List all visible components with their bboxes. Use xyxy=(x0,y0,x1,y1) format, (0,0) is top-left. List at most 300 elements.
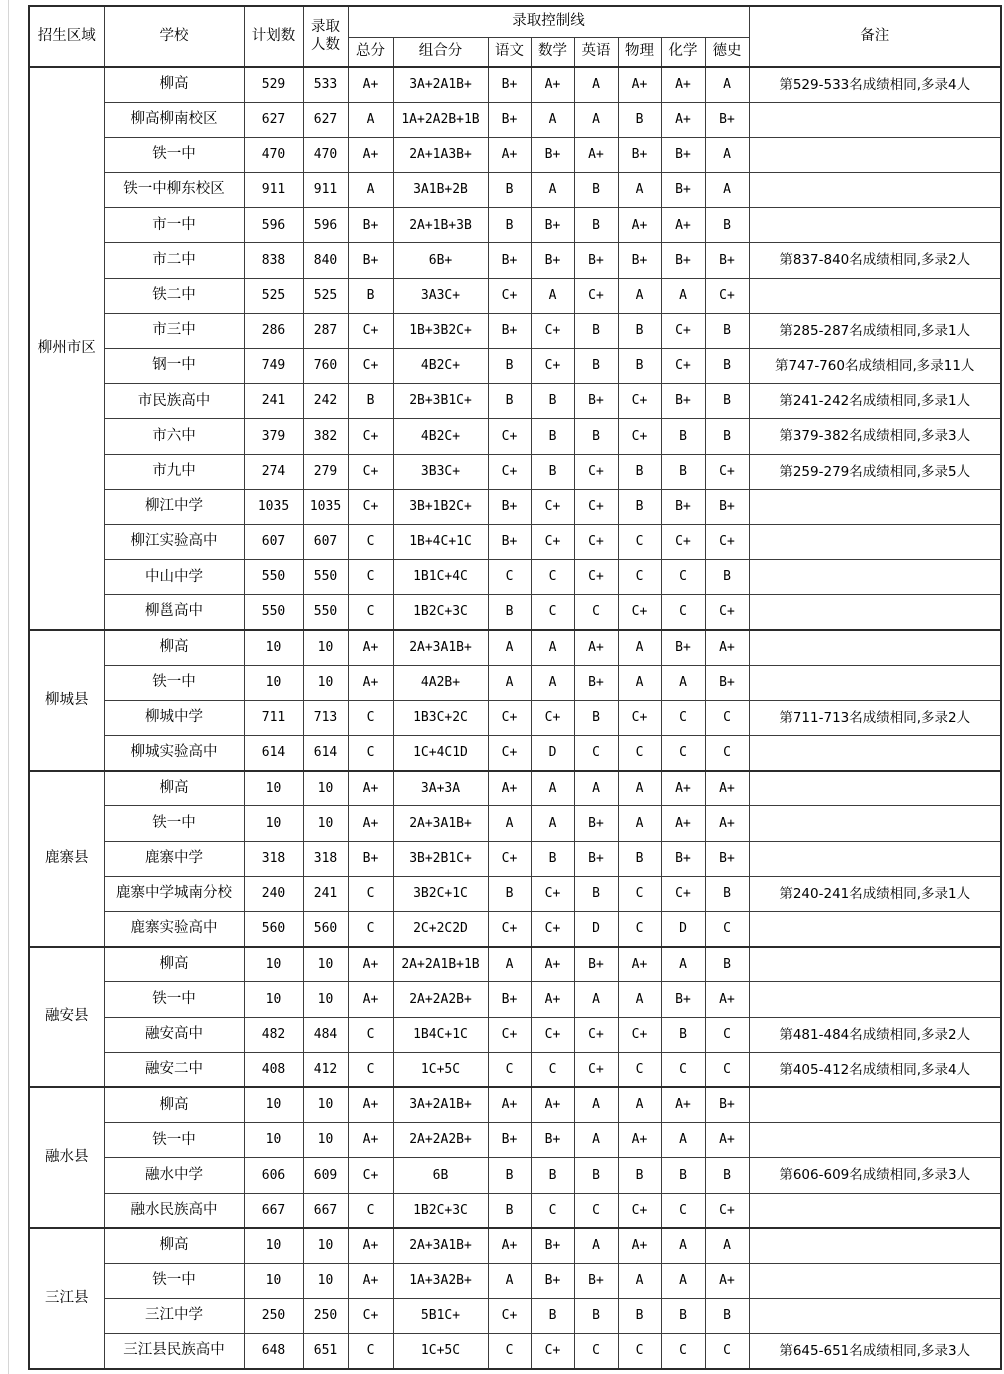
table-row xyxy=(29,700,1001,735)
chinese-grade-cell: B xyxy=(488,1193,531,1228)
total-grade-cell: C xyxy=(348,1017,393,1052)
remark-cell xyxy=(749,208,1001,243)
combo-grade-cell: 3A3C+ xyxy=(393,278,488,313)
header-plan: 计划数 xyxy=(244,6,303,67)
total-grade-cell: C xyxy=(348,595,393,630)
plan-count-cell: 10 xyxy=(244,1263,303,1298)
moral-history-grade-cell: A xyxy=(705,67,749,102)
chinese-grade-cell: B+ xyxy=(488,313,531,348)
admissions-table xyxy=(28,5,1002,1370)
physics-grade-cell: C xyxy=(618,912,661,947)
chemistry-grade-cell: B xyxy=(661,1299,705,1334)
remark-cell xyxy=(749,1193,1001,1228)
math-grade-cell: C+ xyxy=(531,912,574,947)
chemistry-grade-cell: C xyxy=(661,1193,705,1228)
physics-grade-cell: C xyxy=(618,1052,661,1087)
remark-cell xyxy=(749,489,1001,524)
math-grade-cell: C+ xyxy=(531,524,574,559)
total-grade-cell: C xyxy=(348,736,393,771)
moral-history-grade-cell: B+ xyxy=(705,243,749,278)
plan-count-cell: 10 xyxy=(244,1228,303,1263)
english-grade-cell: A xyxy=(574,1123,618,1158)
english-grade-cell: C+ xyxy=(574,1017,618,1052)
combo-grade-cell: 3A+3A xyxy=(393,771,488,806)
admitted-count-cell: 550 xyxy=(303,560,348,595)
combo-grade-cell: 1B+4C+1C xyxy=(393,524,488,559)
school-cell: 三江县民族高中 xyxy=(104,1334,244,1369)
plan-count-cell: 240 xyxy=(244,876,303,911)
combo-grade-cell: 3B+2B1C+ xyxy=(393,841,488,876)
admitted-count-cell: 607 xyxy=(303,524,348,559)
total-grade-cell: C xyxy=(348,524,393,559)
header-school: 学校 xyxy=(104,6,244,67)
combo-grade-cell: 1A+2A2B+1B xyxy=(393,102,488,137)
chinese-grade-cell: B xyxy=(488,349,531,384)
chemistry-grade-cell: B+ xyxy=(661,982,705,1017)
combo-grade-cell: 2A+3A1B+ xyxy=(393,630,488,665)
moral-history-grade-cell: A+ xyxy=(705,771,749,806)
moral-history-grade-cell: C+ xyxy=(705,454,749,489)
school-cell: 柳江实验高中 xyxy=(104,524,244,559)
remark-cell xyxy=(749,806,1001,841)
physics-grade-cell: A xyxy=(618,982,661,1017)
school-cell: 铁一中 xyxy=(104,982,244,1017)
physics-grade-cell: B xyxy=(618,349,661,384)
page-edge-divider xyxy=(8,0,9,1374)
english-grade-cell: B xyxy=(574,876,618,911)
combo-grade-cell: 4B2C+ xyxy=(393,419,488,454)
moral-history-grade-cell: B xyxy=(705,1158,749,1193)
remark-cell: 第240-241名成绩相同,多录1人 xyxy=(749,876,1001,911)
total-grade-cell: B+ xyxy=(348,841,393,876)
moral-history-grade-cell: A xyxy=(705,173,749,208)
combo-grade-cell: 2C+2C2D xyxy=(393,912,488,947)
math-grade-cell: C xyxy=(531,1193,574,1228)
school-cell: 铁一中柳东校区 xyxy=(104,173,244,208)
table-row xyxy=(29,1263,1001,1298)
school-cell: 钢一中 xyxy=(104,349,244,384)
total-grade-cell: A+ xyxy=(348,1087,393,1122)
school-cell: 市二中 xyxy=(104,243,244,278)
math-grade-cell: B xyxy=(531,1299,574,1334)
table-row xyxy=(29,841,1001,876)
total-grade-cell: C+ xyxy=(348,1158,393,1193)
moral-history-grade-cell: B+ xyxy=(705,102,749,137)
school-cell: 鹿寨中学 xyxy=(104,841,244,876)
remark-cell xyxy=(749,1263,1001,1298)
admitted-count-cell: 470 xyxy=(303,137,348,172)
math-grade-cell: A xyxy=(531,771,574,806)
total-grade-cell: C+ xyxy=(348,313,393,348)
chinese-grade-cell: C xyxy=(488,1334,531,1369)
moral-history-grade-cell: B+ xyxy=(705,489,749,524)
admitted-count-cell: 10 xyxy=(303,771,348,806)
math-grade-cell: C+ xyxy=(531,876,574,911)
school-cell: 铁一中 xyxy=(104,1263,244,1298)
header-subject-chinese: 语文 xyxy=(488,37,531,67)
chemistry-grade-cell: C xyxy=(661,1052,705,1087)
school-cell: 柳高柳南校区 xyxy=(104,102,244,137)
moral-history-grade-cell: B+ xyxy=(705,665,749,700)
table-row xyxy=(29,1158,1001,1193)
plan-count-cell: 648 xyxy=(244,1334,303,1369)
table-row xyxy=(29,1228,1001,1263)
total-grade-cell: C+ xyxy=(348,489,393,524)
math-grade-cell: B+ xyxy=(531,1228,574,1263)
header-control-line: 录取控制线 xyxy=(348,6,749,37)
remark-cell: 第405-412名成绩相同,多录4人 xyxy=(749,1052,1001,1087)
physics-grade-cell: B+ xyxy=(618,137,661,172)
combo-grade-cell: 6B+ xyxy=(393,243,488,278)
math-grade-cell: B+ xyxy=(531,137,574,172)
physics-grade-cell: A+ xyxy=(618,67,661,102)
moral-history-grade-cell: B xyxy=(705,947,749,982)
header-subject-combo: 组合分 xyxy=(393,37,488,67)
math-grade-cell: B xyxy=(531,1158,574,1193)
school-cell: 市九中 xyxy=(104,454,244,489)
combo-grade-cell: 1A+3A2B+ xyxy=(393,1263,488,1298)
math-grade-cell: C+ xyxy=(531,349,574,384)
chemistry-grade-cell: A+ xyxy=(661,771,705,806)
chemistry-grade-cell: B xyxy=(661,419,705,454)
english-grade-cell: C+ xyxy=(574,278,618,313)
admitted-count-cell: 614 xyxy=(303,736,348,771)
admitted-count-cell: 412 xyxy=(303,1052,348,1087)
plan-count-cell: 10 xyxy=(244,665,303,700)
admitted-count-cell: 382 xyxy=(303,419,348,454)
school-cell: 柳城中学 xyxy=(104,700,244,735)
combo-grade-cell: 1C+5C xyxy=(393,1334,488,1369)
english-grade-cell: A xyxy=(574,1087,618,1122)
admitted-count-cell: 10 xyxy=(303,1263,348,1298)
school-cell: 铁一中 xyxy=(104,1123,244,1158)
math-grade-cell: A+ xyxy=(531,947,574,982)
combo-grade-cell: 1C+5C xyxy=(393,1052,488,1087)
moral-history-grade-cell: C xyxy=(705,912,749,947)
table-row xyxy=(29,876,1001,911)
table-body xyxy=(29,67,1001,1369)
moral-history-grade-cell: C xyxy=(705,700,749,735)
remark-cell xyxy=(749,1087,1001,1122)
admitted-count-cell: 10 xyxy=(303,1087,348,1122)
total-grade-cell: A xyxy=(348,102,393,137)
chinese-grade-cell: B+ xyxy=(488,67,531,102)
chemistry-grade-cell: C xyxy=(661,560,705,595)
chinese-grade-cell: C+ xyxy=(488,1017,531,1052)
combo-grade-cell: 1B1C+4C xyxy=(393,560,488,595)
chinese-grade-cell: B+ xyxy=(488,524,531,559)
chinese-grade-cell: B xyxy=(488,1158,531,1193)
math-grade-cell: A xyxy=(531,278,574,313)
english-grade-cell: B xyxy=(574,313,618,348)
plan-count-cell: 1035 xyxy=(244,489,303,524)
remark-cell: 第379-382名成绩相同,多录3人 xyxy=(749,419,1001,454)
combo-grade-cell: 2A+3A1B+ xyxy=(393,806,488,841)
table-row xyxy=(29,208,1001,243)
chinese-grade-cell: B xyxy=(488,173,531,208)
math-grade-cell: B xyxy=(531,841,574,876)
remark-cell: 第645-651名成绩相同,多录3人 xyxy=(749,1334,1001,1369)
school-cell: 鹿寨实验高中 xyxy=(104,912,244,947)
school-cell: 柳高 xyxy=(104,630,244,665)
chemistry-grade-cell: A+ xyxy=(661,1087,705,1122)
plan-count-cell: 596 xyxy=(244,208,303,243)
table-row xyxy=(29,67,1001,102)
school-cell: 三江中学 xyxy=(104,1299,244,1334)
table-row xyxy=(29,313,1001,348)
combo-grade-cell: 1C+4C1D xyxy=(393,736,488,771)
chemistry-grade-cell: B+ xyxy=(661,384,705,419)
header-subject-english: 英语 xyxy=(574,37,618,67)
remark-cell xyxy=(749,665,1001,700)
physics-grade-cell: C xyxy=(618,736,661,771)
school-cell: 柳高 xyxy=(104,947,244,982)
admitted-count-cell: 840 xyxy=(303,243,348,278)
moral-history-grade-cell: A xyxy=(705,1228,749,1263)
plan-count-cell: 470 xyxy=(244,137,303,172)
english-grade-cell: A+ xyxy=(574,137,618,172)
math-grade-cell: C+ xyxy=(531,1334,574,1369)
physics-grade-cell: A xyxy=(618,771,661,806)
total-grade-cell: C xyxy=(348,700,393,735)
combo-grade-cell: 2B+3B1C+ xyxy=(393,384,488,419)
combo-grade-cell: 3A+2A1B+ xyxy=(393,1087,488,1122)
region-cell: 融水县 xyxy=(29,1087,104,1228)
school-cell: 柳城实验高中 xyxy=(104,736,244,771)
remark-cell xyxy=(749,630,1001,665)
table-row xyxy=(29,524,1001,559)
header-subject-math: 数学 xyxy=(531,37,574,67)
header-subject-total: 总分 xyxy=(348,37,393,67)
plan-count-cell: 10 xyxy=(244,982,303,1017)
admitted-count-cell: 911 xyxy=(303,173,348,208)
total-grade-cell: C+ xyxy=(348,419,393,454)
moral-history-grade-cell: A+ xyxy=(705,1123,749,1158)
combo-grade-cell: 2A+2A2B+ xyxy=(393,1123,488,1158)
school-cell: 柳高 xyxy=(104,1228,244,1263)
chemistry-grade-cell: C+ xyxy=(661,876,705,911)
combo-grade-cell: 3A+2A1B+ xyxy=(393,67,488,102)
english-grade-cell: C+ xyxy=(574,524,618,559)
chinese-grade-cell: B+ xyxy=(488,1123,531,1158)
combo-grade-cell: 1B3C+2C xyxy=(393,700,488,735)
remark-cell: 第711-713名成绩相同,多录2人 xyxy=(749,700,1001,735)
chinese-grade-cell: C+ xyxy=(488,700,531,735)
moral-history-grade-cell: A+ xyxy=(705,1263,749,1298)
table-row xyxy=(29,771,1001,806)
remark-cell: 第285-287名成绩相同,多录1人 xyxy=(749,313,1001,348)
plan-count-cell: 606 xyxy=(244,1158,303,1193)
total-grade-cell: A+ xyxy=(348,137,393,172)
math-grade-cell: B xyxy=(531,419,574,454)
table-row xyxy=(29,454,1001,489)
physics-grade-cell: B+ xyxy=(618,243,661,278)
physics-grade-cell: C+ xyxy=(618,595,661,630)
table-row xyxy=(29,1123,1001,1158)
chemistry-grade-cell: B xyxy=(661,1017,705,1052)
math-grade-cell: B+ xyxy=(531,1123,574,1158)
admitted-count-cell: 760 xyxy=(303,349,348,384)
chinese-grade-cell: A+ xyxy=(488,1087,531,1122)
plan-count-cell: 550 xyxy=(244,560,303,595)
school-cell: 市六中 xyxy=(104,419,244,454)
math-grade-cell: A xyxy=(531,173,574,208)
admitted-count-cell: 242 xyxy=(303,384,348,419)
school-cell: 融水民族高中 xyxy=(104,1193,244,1228)
remark-cell xyxy=(749,841,1001,876)
header-remark: 备注 xyxy=(749,6,1001,67)
english-grade-cell: A xyxy=(574,67,618,102)
physics-grade-cell: A xyxy=(618,1087,661,1122)
admitted-count-cell: 550 xyxy=(303,595,348,630)
total-grade-cell: A+ xyxy=(348,630,393,665)
combo-grade-cell: 4A2B+ xyxy=(393,665,488,700)
chinese-grade-cell: A xyxy=(488,806,531,841)
combo-grade-cell: 3B2C+1C xyxy=(393,876,488,911)
math-grade-cell: A+ xyxy=(531,67,574,102)
plan-count-cell: 379 xyxy=(244,419,303,454)
table-row xyxy=(29,278,1001,313)
math-grade-cell: B+ xyxy=(531,1263,574,1298)
total-grade-cell: C xyxy=(348,1334,393,1369)
chemistry-grade-cell: A xyxy=(661,278,705,313)
moral-history-grade-cell: B xyxy=(705,419,749,454)
plan-count-cell: 627 xyxy=(244,102,303,137)
chemistry-grade-cell: B+ xyxy=(661,243,705,278)
physics-grade-cell: C xyxy=(618,524,661,559)
school-cell: 融安二中 xyxy=(104,1052,244,1087)
admitted-count-cell: 484 xyxy=(303,1017,348,1052)
english-grade-cell: B+ xyxy=(574,384,618,419)
school-cell: 市一中 xyxy=(104,208,244,243)
english-grade-cell: A+ xyxy=(574,630,618,665)
plan-count-cell: 560 xyxy=(244,912,303,947)
physics-grade-cell: B xyxy=(618,102,661,137)
combo-grade-cell: 5B1C+ xyxy=(393,1299,488,1334)
school-cell: 柳高 xyxy=(104,67,244,102)
chinese-grade-cell: B+ xyxy=(488,982,531,1017)
physics-grade-cell: C+ xyxy=(618,384,661,419)
table-row xyxy=(29,560,1001,595)
moral-history-grade-cell: C+ xyxy=(705,278,749,313)
plan-count-cell: 667 xyxy=(244,1193,303,1228)
chemistry-grade-cell: A xyxy=(661,1123,705,1158)
chinese-grade-cell: A+ xyxy=(488,1228,531,1263)
table-row xyxy=(29,595,1001,630)
school-cell: 铁一中 xyxy=(104,137,244,172)
chemistry-grade-cell: C xyxy=(661,700,705,735)
math-grade-cell: C xyxy=(531,595,574,630)
remark-cell xyxy=(749,102,1001,137)
english-grade-cell: C xyxy=(574,595,618,630)
chinese-grade-cell: C+ xyxy=(488,912,531,947)
table-row xyxy=(29,384,1001,419)
header-admitted: 录取人数 xyxy=(303,6,348,67)
chinese-grade-cell: C+ xyxy=(488,736,531,771)
plan-count-cell: 318 xyxy=(244,841,303,876)
table-row xyxy=(29,137,1001,172)
table-row xyxy=(29,947,1001,982)
total-grade-cell: B xyxy=(348,384,393,419)
school-cell: 铁一中 xyxy=(104,806,244,841)
combo-grade-cell: 3B3C+ xyxy=(393,454,488,489)
moral-history-grade-cell: B xyxy=(705,313,749,348)
admitted-count-cell: 10 xyxy=(303,947,348,982)
combo-grade-cell: 6B xyxy=(393,1158,488,1193)
moral-history-grade-cell: C xyxy=(705,1017,749,1052)
chemistry-grade-cell: C xyxy=(661,1334,705,1369)
table-row xyxy=(29,736,1001,771)
plan-count-cell: 749 xyxy=(244,349,303,384)
admitted-count-cell: 525 xyxy=(303,278,348,313)
chemistry-grade-cell: D xyxy=(661,912,705,947)
english-grade-cell: B+ xyxy=(574,947,618,982)
physics-grade-cell: A+ xyxy=(618,1228,661,1263)
table-row xyxy=(29,243,1001,278)
admitted-count-cell: 713 xyxy=(303,700,348,735)
region-cell: 三江县 xyxy=(29,1228,104,1369)
table-row xyxy=(29,806,1001,841)
combo-grade-cell: 2A+2A1B+1B xyxy=(393,947,488,982)
english-grade-cell: C xyxy=(574,1334,618,1369)
school-cell: 柳江中学 xyxy=(104,489,244,524)
remark-cell xyxy=(749,912,1001,947)
total-grade-cell: C xyxy=(348,1193,393,1228)
math-grade-cell: B xyxy=(531,454,574,489)
table-row xyxy=(29,349,1001,384)
plan-count-cell: 10 xyxy=(244,630,303,665)
remark-cell: 第241-242名成绩相同,多录1人 xyxy=(749,384,1001,419)
chinese-grade-cell: C xyxy=(488,560,531,595)
combo-grade-cell: 2A+1A3B+ xyxy=(393,137,488,172)
chemistry-grade-cell: B+ xyxy=(661,841,705,876)
total-grade-cell: A+ xyxy=(348,665,393,700)
chemistry-grade-cell: B+ xyxy=(661,137,705,172)
chinese-grade-cell: C xyxy=(488,1052,531,1087)
remark-cell xyxy=(749,278,1001,313)
header-subject-chemistry: 化学 xyxy=(661,37,705,67)
english-grade-cell: B xyxy=(574,1299,618,1334)
admitted-count-cell: 250 xyxy=(303,1299,348,1334)
plan-count-cell: 482 xyxy=(244,1017,303,1052)
region-cell: 融安县 xyxy=(29,947,104,1088)
math-grade-cell: D xyxy=(531,736,574,771)
moral-history-grade-cell: C xyxy=(705,736,749,771)
english-grade-cell: B+ xyxy=(574,1263,618,1298)
chinese-grade-cell: B+ xyxy=(488,489,531,524)
plan-count-cell: 241 xyxy=(244,384,303,419)
english-grade-cell: B xyxy=(574,173,618,208)
admitted-count-cell: 651 xyxy=(303,1334,348,1369)
school-cell: 柳高 xyxy=(104,1087,244,1122)
chinese-grade-cell: A xyxy=(488,630,531,665)
physics-grade-cell: B xyxy=(618,1158,661,1193)
school-cell: 柳高 xyxy=(104,771,244,806)
chemistry-grade-cell: A+ xyxy=(661,806,705,841)
english-grade-cell: B+ xyxy=(574,243,618,278)
header-subject-moral-history: 德史 xyxy=(705,37,749,67)
moral-history-grade-cell: C xyxy=(705,1052,749,1087)
moral-history-grade-cell: B xyxy=(705,560,749,595)
admitted-count-cell: 596 xyxy=(303,208,348,243)
total-grade-cell: B+ xyxy=(348,243,393,278)
plan-count-cell: 614 xyxy=(244,736,303,771)
physics-grade-cell: C xyxy=(618,560,661,595)
english-grade-cell: B xyxy=(574,1158,618,1193)
total-grade-cell: B xyxy=(348,278,393,313)
chemistry-grade-cell: C xyxy=(661,736,705,771)
table-row xyxy=(29,665,1001,700)
